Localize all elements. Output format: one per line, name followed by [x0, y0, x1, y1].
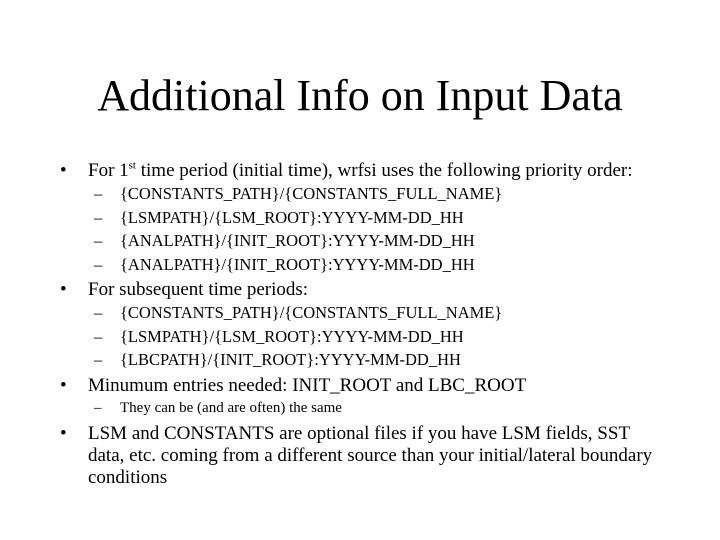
bullet-icon: • [60, 374, 67, 396]
sub-item-text: {CONSTANTS_PATH}/{CONSTANTS_FULL_NAME} [120, 184, 503, 203]
dash-icon: – [94, 399, 102, 416]
bullet-text: For subsequent time periods: [88, 279, 309, 300]
sub-item-text: {CONSTANTS_PATH}/{CONSTANTS_FULL_NAME} [120, 303, 503, 322]
sub-item [60, 182, 660, 206]
bullet-icon: • [60, 160, 67, 181]
sub-item [60, 325, 660, 349]
bullet-item-optional-files [60, 423, 660, 489]
sub-item [60, 253, 660, 277]
bullet-text-superscript: st [128, 159, 136, 172]
bullet-icon: • [60, 279, 67, 300]
bullet-text: LSM and CONSTANTS are optional files if you have LSM fields, SST data, etc. coming from a different source than your initial/lateral boundary conditions [88, 423, 653, 488]
dash-icon: – [94, 231, 103, 250]
bullet-icon: • [60, 423, 67, 444]
dash-icon: – [94, 350, 103, 369]
sub-item-text: {ANALPATH}/{INIT_ROOT}:YYYY-MM-DD_HH [120, 254, 475, 274]
bullet-item-minimum-entries [60, 375, 660, 397]
bullet-item-first-period [60, 160, 660, 182]
sub-item [60, 206, 660, 230]
bullet-text: Minumum entries needed: INIT_ROOT and LBC_ROOT [88, 374, 527, 396]
sub-item-text: {LSMPATH}/{LSM_ROOT}:YYYY-MM-DD_HH [120, 207, 464, 227]
dash-icon: – [94, 184, 103, 203]
dash-icon: – [94, 207, 103, 227]
sub-item-text: {ANALPATH}/{INIT_ROOT}:YYYY-MM-DD_HH [120, 231, 475, 250]
sub-item-text: {LSMPATH}/{LSM_ROOT}:YYYY-MM-DD_HH [120, 326, 464, 346]
slide-title: Additional Info on Input Data [97, 71, 623, 120]
dash-icon: – [94, 326, 103, 346]
dash-icon: – [94, 303, 103, 322]
sub-item [60, 301, 660, 325]
bullet-text-post: time period (initial time), wrfsi uses the following priority order: [136, 160, 633, 181]
bullet-item-subsequent-periods [60, 279, 660, 301]
sub-item [60, 348, 660, 372]
sub-item-text: They can be (and are often) the same [120, 399, 342, 416]
sub-item [60, 397, 660, 421]
bullet-text-pre: For 1 [88, 160, 129, 181]
dash-icon: – [94, 254, 103, 274]
sub-item [60, 229, 660, 253]
bullet-list [60, 157, 660, 489]
sub-item-text: {LBCPATH}/{INIT_ROOT}:YYYY-MM-DD_HH [120, 350, 461, 369]
